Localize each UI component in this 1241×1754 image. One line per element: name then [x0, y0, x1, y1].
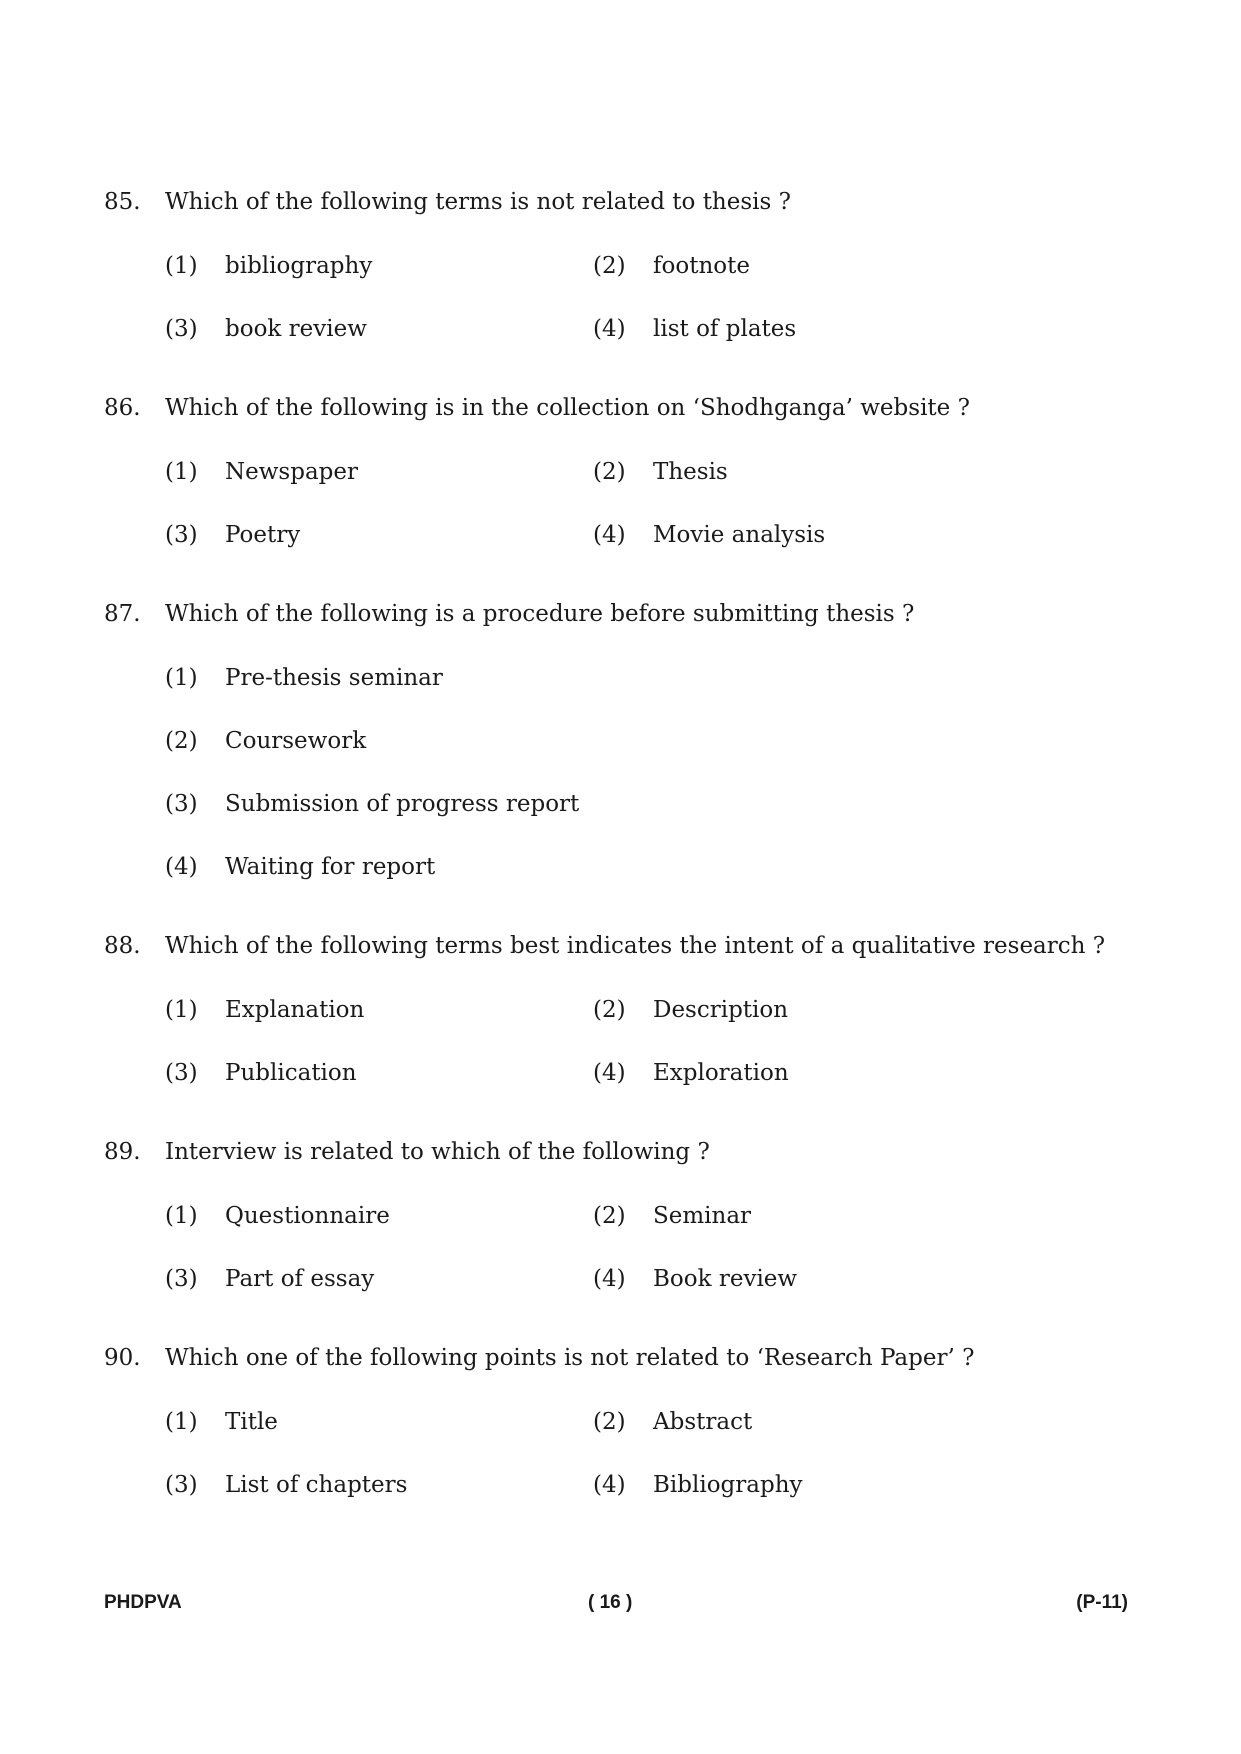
answer-option: [165, 1400, 593, 1444]
question-gap: [104, 557, 1144, 592]
question-number: 85.: [104, 189, 141, 215]
question-gap: [104, 1301, 1144, 1336]
answer-option: [165, 450, 593, 494]
question-stem: [104, 924, 1144, 968]
option-group: [165, 1194, 1144, 1301]
option-number: (1): [165, 665, 198, 691]
question-number: 86.: [104, 395, 141, 421]
answer-option: [593, 244, 1021, 288]
option-text: Pre-thesis seminar: [225, 665, 443, 691]
question-87: [104, 592, 1144, 924]
question-text: Which of the following is in the collection on ‘Shodhganga’ website ?: [165, 395, 970, 421]
option-text: Seminar: [653, 1203, 752, 1229]
option-number: (1): [165, 459, 198, 485]
option-group: [165, 450, 1144, 557]
option-text: Description: [653, 997, 789, 1023]
option-text: Explanation: [225, 997, 365, 1023]
option-number: (1): [165, 997, 198, 1023]
option-number: (3): [165, 1266, 198, 1292]
answer-option: [593, 1051, 1021, 1095]
option-text: Exploration: [653, 1060, 789, 1086]
option-number: (3): [165, 522, 198, 548]
option-text: Abstract: [653, 1409, 753, 1435]
option-text: Coursework: [225, 728, 367, 754]
option-text: Newspaper: [225, 459, 358, 485]
series-code: (P-11): [1076, 1592, 1128, 1613]
option-number: (4): [593, 316, 626, 342]
question-text: Which of the following is a procedure before submitting thesis ?: [165, 601, 915, 627]
answer-option: [593, 513, 1021, 557]
option-text: list of plates: [653, 316, 797, 342]
answer-option: [165, 988, 593, 1032]
answer-option: [165, 513, 593, 557]
answer-option: [165, 244, 593, 288]
option-number: (4): [593, 1266, 626, 1292]
question-89: [104, 1130, 1144, 1336]
option-number: (1): [165, 1409, 198, 1435]
option-text: Bibliography: [653, 1472, 803, 1498]
question-list: [104, 180, 1144, 1507]
option-text: footnote: [653, 253, 750, 279]
question-number: 90.: [104, 1345, 141, 1371]
option-number: (4): [593, 1472, 626, 1498]
option-text: bibliography: [225, 253, 373, 279]
answer-option: [165, 1463, 593, 1507]
question-number: 88.: [104, 933, 141, 959]
option-text: Part of essay: [225, 1266, 375, 1292]
option-text: Book review: [653, 1266, 798, 1292]
question-stem: [104, 592, 1144, 636]
answer-option: [593, 988, 1021, 1032]
page-footer: [104, 1592, 1128, 1622]
question-number: 87.: [104, 601, 141, 627]
question-gap: [104, 889, 1144, 924]
option-number: (4): [593, 1060, 626, 1086]
option-number: (2): [593, 997, 626, 1023]
question-text: Which of the following terms is not related to thesis ?: [165, 189, 791, 215]
answer-option: [165, 782, 1021, 826]
question-85: [104, 180, 1144, 386]
option-group: [165, 988, 1144, 1095]
answer-option: [165, 719, 1021, 763]
option-text: Submission of progress report: [225, 791, 580, 817]
option-number: (3): [165, 1060, 198, 1086]
question-gap: [104, 1095, 1144, 1130]
question-gap: [104, 351, 1144, 386]
answer-option: [165, 307, 593, 351]
option-number: (2): [593, 1203, 626, 1229]
option-text: Publication: [225, 1060, 357, 1086]
option-number: (1): [165, 253, 198, 279]
answer-option: [593, 1463, 1021, 1507]
question-text: Which one of the following points is not related to ‘Research Paper’ ?: [165, 1345, 975, 1371]
answer-option: [593, 450, 1021, 494]
option-number: (2): [593, 253, 626, 279]
option-text: Movie analysis: [653, 522, 826, 548]
question-86: [104, 386, 1144, 592]
option-group: [165, 244, 1144, 351]
question-stem: [104, 1336, 1144, 1380]
option-text: Waiting for report: [225, 854, 436, 880]
page-number: ( 16 ): [588, 1592, 633, 1613]
answer-option: [593, 1257, 1021, 1301]
option-number: (2): [593, 459, 626, 485]
option-text: Poetry: [225, 522, 301, 548]
answer-option: [165, 1051, 593, 1095]
option-group: [165, 1400, 1144, 1507]
question-number: 89.: [104, 1139, 141, 1165]
answer-option: [165, 1257, 593, 1301]
question-text: Interview is related to which of the following ?: [165, 1139, 710, 1165]
question-text: Which of the following terms best indicates the intent of a qualitative research ?: [165, 933, 1106, 959]
answer-option: [165, 1194, 593, 1238]
question-stem: [104, 386, 1144, 430]
question-stem: [104, 1130, 1144, 1174]
question-90: [104, 1336, 1144, 1507]
option-text: Thesis: [653, 459, 728, 485]
answer-option: [593, 1400, 1021, 1444]
option-number: (3): [165, 1472, 198, 1498]
option-text: Title: [225, 1409, 278, 1435]
option-number: (1): [165, 1203, 198, 1229]
answer-option: [593, 307, 1021, 351]
answer-option: [165, 845, 1021, 889]
answer-option: [165, 656, 1021, 700]
option-number: (4): [165, 854, 198, 880]
option-text: book review: [225, 316, 367, 342]
option-number: (2): [165, 728, 198, 754]
answer-option: [593, 1194, 1021, 1238]
question-88: [104, 924, 1144, 1130]
option-number: (3): [165, 791, 198, 817]
question-stem: [104, 180, 1144, 224]
option-number: (4): [593, 522, 626, 548]
option-text: Questionnaire: [225, 1203, 390, 1229]
option-group: [165, 656, 1144, 889]
option-number: (3): [165, 316, 198, 342]
option-text: List of chapters: [225, 1472, 408, 1498]
option-number: (2): [593, 1409, 626, 1435]
paper-code: PHDPVA: [104, 1592, 182, 1613]
